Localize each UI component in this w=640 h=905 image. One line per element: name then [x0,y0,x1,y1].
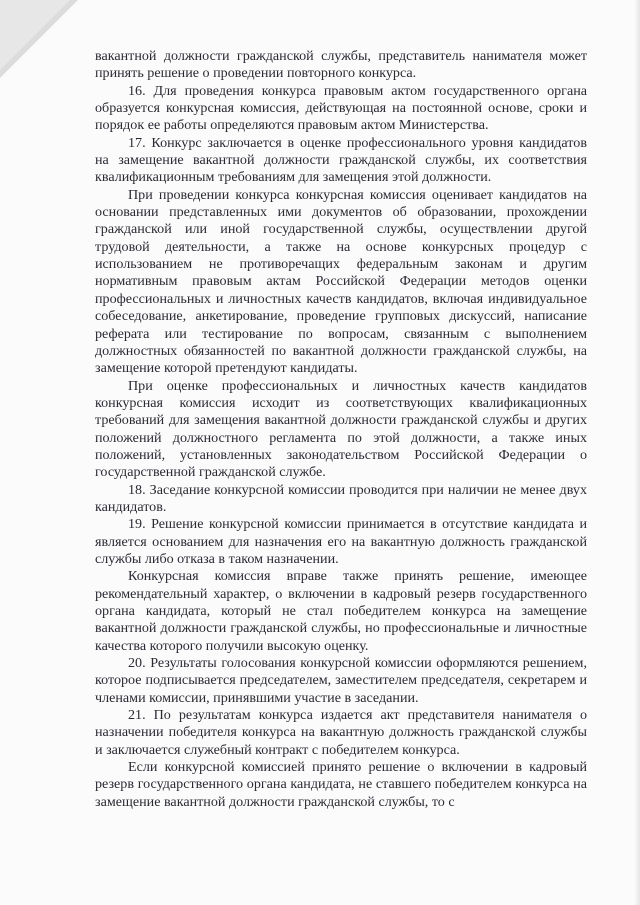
paragraph-18: 18. Заседание конкурсной комиссии проводится при наличии не менее двух кандидатов. [95,481,587,515]
paragraph-20: 20. Результаты голосования конкурсной комиссии оформляются решением, которое подписывается председателем, заместителем председателя, секретарем и членами комиссии, принявшими участие в заседании. [95,655,587,706]
paragraph: Конкурсная комиссия вправе также принять решение, имеющее рекомендательный характер, о включении в кадровый резерв государственного органа кандидата, который не стал победителем конкурса на замещение вакантной должности гражданской службы, но профессиональные и личностные качества которого получили высокую оценку. [95,568,587,654]
paragraph-17: 17. Конкурс заключается в оценке профессионального уровня кандидатов на замещение вакантной должности гражданской службы, их соответствия квалификационным требованиям для замещения этой должности. [95,134,587,186]
paragraph: вакантной должности гражданской службы, представитель нанимателя может принять решение о проведении повторного конкурса. [95,48,587,82]
paragraph: При проведении конкурса конкурсная комиссия оценивает кандидатов на основании представленных ими документов об образовании, прохождении гражданской или иной государственной службы, осуществлении другой трудовой деятельности, а также на основе конкурсных процедур с использованием не противоречащих федеральным законам и другим нормативным правовым актам Российской Федерации методов оценки профессиональных и личностных качеств кандидатов, включая индивидуальное собеседование, анкетирование, проведение групповых дискуссий, написание реферата или тестирование по вопросам, связанным с выполнением должностных обязанностей по вакантной должности гражданской службы, на замещение которой претендуют кандидаты. [95,186,587,377]
paragraph-16: 16. Для проведения конкурса правовым актом государственного органа образуется конкурсная комиссия, действующая на постоянной основе, сроки и порядок ее работы определяются правовым актом Министерства. [95,82,587,134]
paragraph-19: 19. Решение конкурсной комиссии принимается в отсутствие кандидата и является основанием для назначения его на вакантную должность гражданской службы либо отказа в таком назначении. [95,516,587,567]
paragraph: Если конкурсной комиссией принято решение о включении в кадровый резерв государственного органа кандидата, не ставшего победителем конкурса на замещение вакантной должности гражданской службы, то с [95,759,587,810]
page-edge [634,0,640,905]
document-body [95,48,587,811]
paragraph: При оценке профессиональных и личностных качеств кандидатов конкурсная комиссия исходит из соответствующих квалификационных требований для замещения вакантной должности гражданской службы и других положений должностного регламента по этой должности, а также иных положений, установленных законодательством Российской Федерации о государственной гражданской службе. [95,377,587,481]
paragraph-21: 21. По результатам конкурса издается акт представителя нанимателя о назначении победителя конкурса на вакантную должность гражданской службы и заключается служебный контракт с победителем конкурса. [95,707,587,758]
folded-corner [0,0,78,78]
